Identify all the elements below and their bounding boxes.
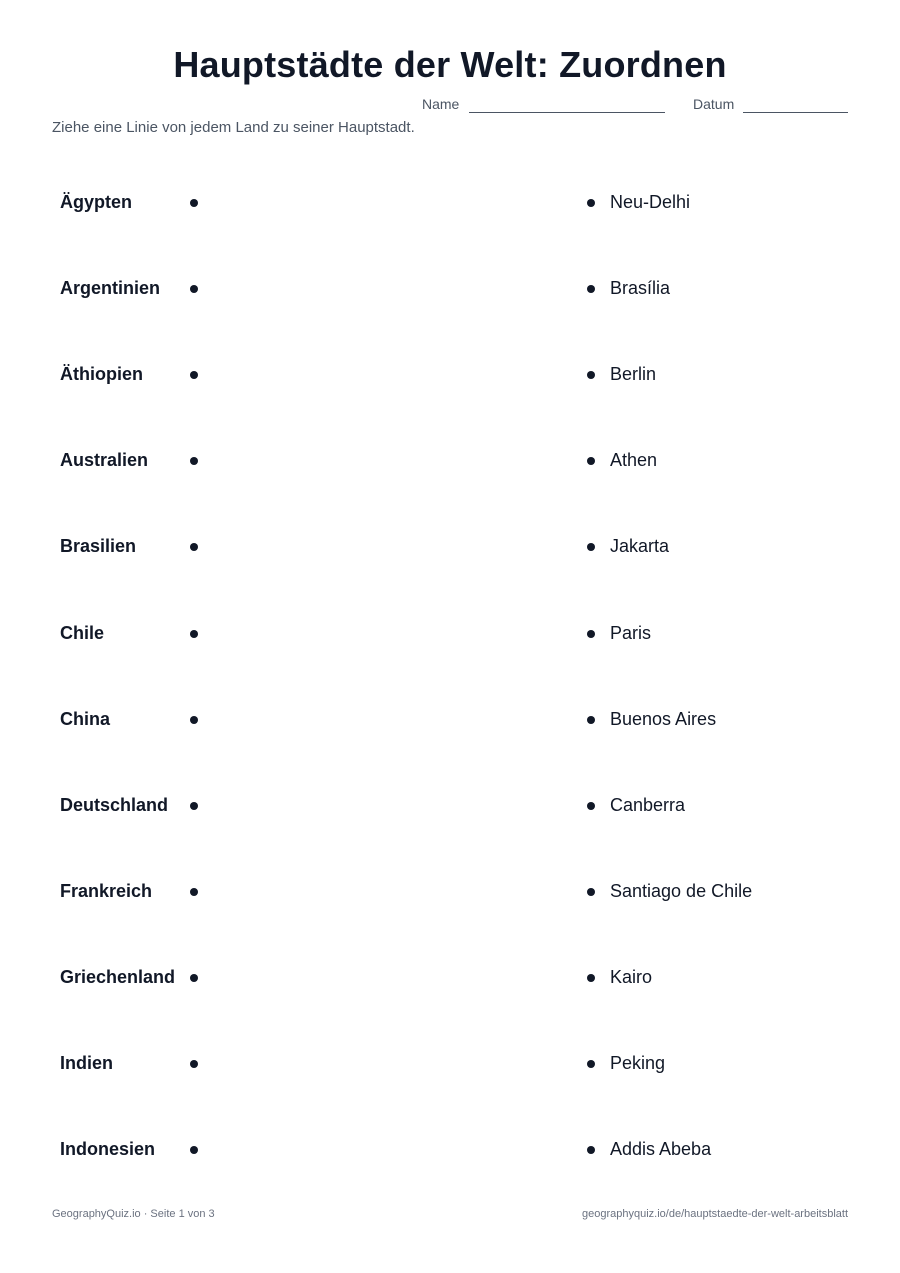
capital-label: Paris — [610, 623, 652, 643]
country-connector-dot[interactable] — [190, 371, 198, 379]
capital-connector-dot[interactable] — [587, 457, 595, 465]
capital-label: Addis Abeba — [610, 1139, 712, 1159]
country-label: Ägypten — [60, 192, 132, 212]
matching-row — [0, 188, 900, 218]
capital-label: Athen — [610, 450, 658, 470]
country-connector-dot[interactable] — [190, 285, 198, 293]
capital-label: Buenos Aires — [610, 709, 717, 729]
matching-row — [0, 619, 900, 649]
country-connector-dot[interactable] — [190, 1146, 198, 1154]
capital-connector-dot[interactable] — [587, 630, 595, 638]
instructions-text: Ziehe eine Linie von jedem Land zu seiner Hauptstadt. — [52, 119, 415, 136]
country-label: Indonesien — [60, 1139, 156, 1159]
capital-connector-dot[interactable] — [587, 802, 595, 810]
matching-row — [0, 274, 900, 304]
capital-label: Jakarta — [610, 536, 670, 556]
capital-connector-dot[interactable] — [587, 1060, 595, 1068]
matching-row — [0, 532, 900, 562]
capital-connector-dot[interactable] — [587, 1146, 595, 1154]
matching-row — [0, 1049, 900, 1079]
country-label: China — [60, 709, 111, 729]
country-label: Australien — [60, 450, 149, 470]
capital-label: Peking — [610, 1053, 666, 1073]
capital-connector-dot[interactable] — [587, 285, 595, 293]
date-field[interactable] — [743, 112, 848, 113]
capital-connector-dot[interactable] — [587, 199, 595, 207]
matching-row — [0, 446, 900, 476]
footer-right: geographyquiz.io/de/hauptstaedte-der-welt-arbeitsblatt — [582, 1208, 848, 1220]
matching-row — [0, 877, 900, 907]
country-connector-dot[interactable] — [190, 974, 198, 982]
country-connector-dot[interactable] — [190, 716, 198, 724]
page-title: Hauptstädte der Welt: Zuordnen — [173, 44, 727, 85]
country-label: Indien — [60, 1053, 113, 1073]
name-field[interactable] — [469, 112, 665, 113]
capital-label: Santiago de Chile — [610, 881, 753, 901]
country-connector-dot[interactable] — [190, 543, 198, 551]
country-connector-dot[interactable] — [190, 199, 198, 207]
country-label: Frankreich — [60, 881, 153, 901]
country-label: Chile — [60, 623, 105, 643]
matching-row — [0, 360, 900, 390]
name-label: Name — [422, 96, 460, 112]
capital-connector-dot[interactable] — [587, 543, 595, 551]
country-connector-dot[interactable] — [190, 457, 198, 465]
capital-connector-dot[interactable] — [587, 974, 595, 982]
capital-connector-dot[interactable] — [587, 716, 595, 724]
matching-row — [0, 963, 900, 993]
capital-label: Berlin — [610, 364, 657, 384]
capital-connector-dot[interactable] — [587, 888, 595, 896]
country-label: Griechenland — [60, 967, 176, 987]
capital-label: Canberra — [610, 795, 686, 815]
country-connector-dot[interactable] — [190, 888, 198, 896]
matching-row — [0, 791, 900, 821]
country-label: Argentinien — [60, 278, 161, 298]
footer-left: GeographyQuiz.io · Seite 1 von 3 — [52, 1208, 215, 1220]
country-connector-dot[interactable] — [190, 630, 198, 638]
matching-row — [0, 705, 900, 735]
country-label: Brasilien — [60, 536, 137, 556]
capital-label: Brasília — [610, 278, 671, 298]
country-label: Äthiopien — [60, 364, 143, 384]
capital-connector-dot[interactable] — [587, 371, 595, 379]
capital-label: Kairo — [610, 967, 653, 987]
country-connector-dot[interactable] — [190, 802, 198, 810]
country-connector-dot[interactable] — [190, 1060, 198, 1068]
capital-label: Neu-Delhi — [610, 192, 691, 212]
matching-row — [0, 1135, 900, 1165]
country-label: Deutschland — [60, 795, 169, 815]
date-label: Datum — [693, 96, 735, 112]
